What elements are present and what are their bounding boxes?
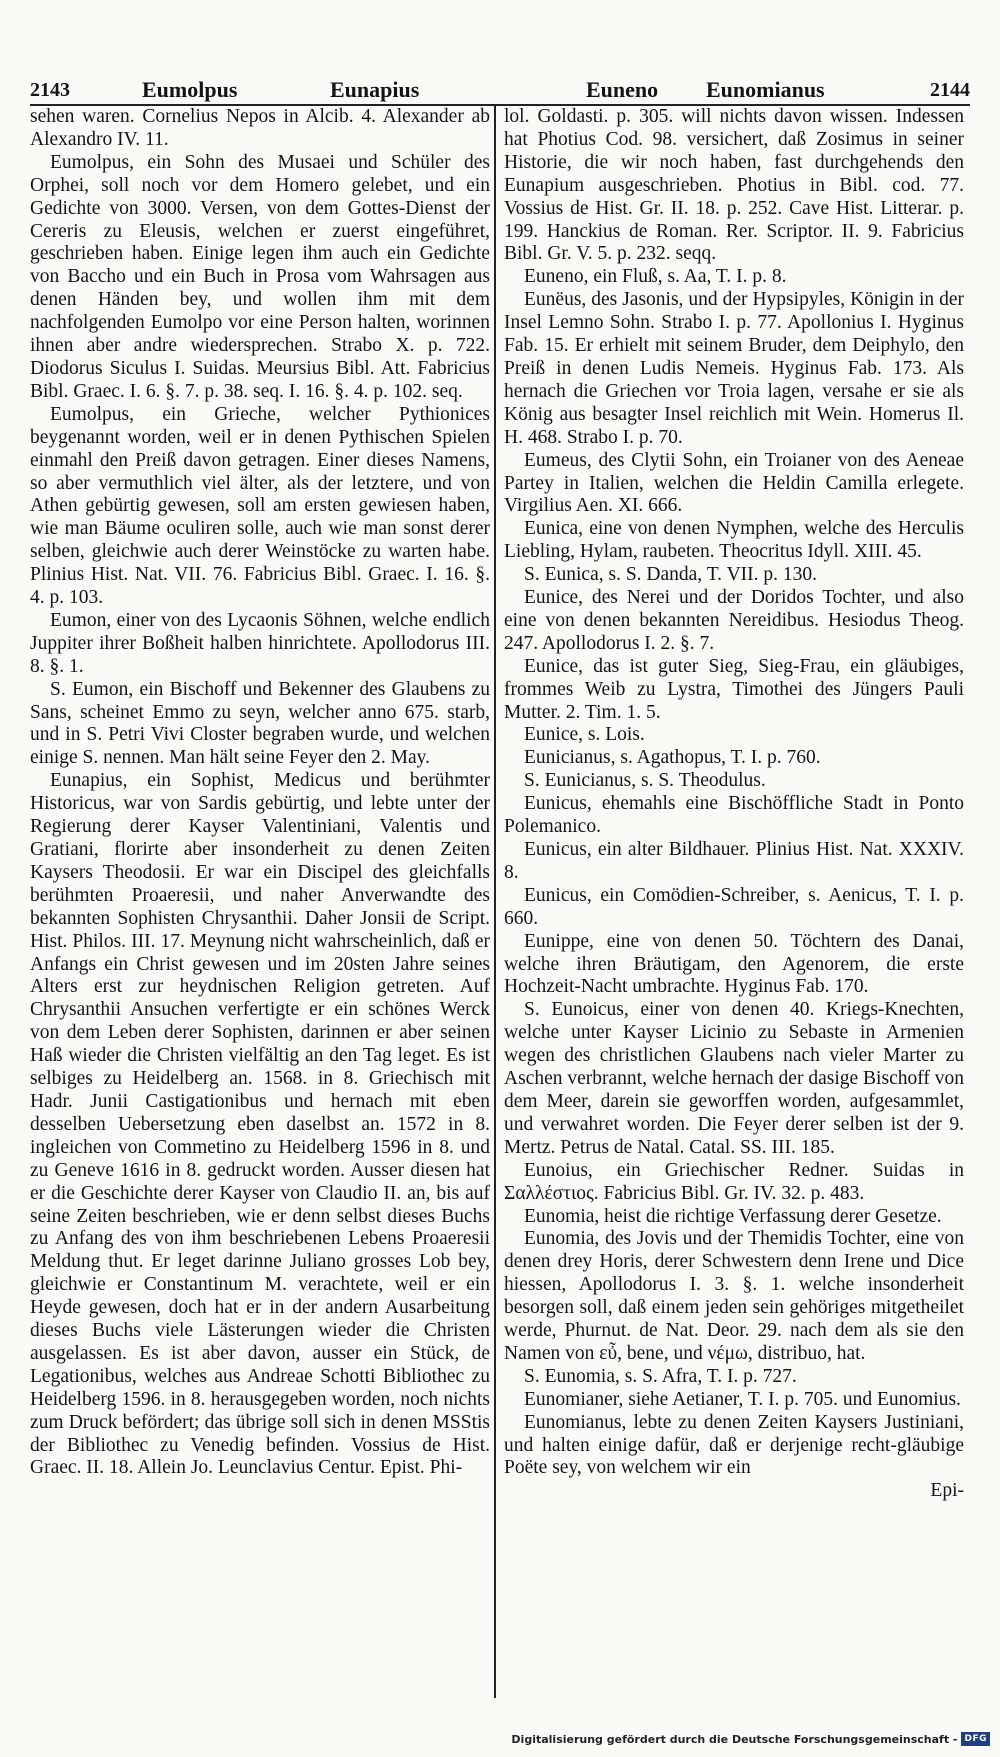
entry-s-eunomia: S. Eunomia, s. S. Afra, T. I. p. 727. [524,1365,797,1387]
entry-eunicus-stadt: Eunicus, ehemahls eine Bischöffliche Stadt in Ponto Polemanico. [504,793,964,838]
entry-eunice-lois: Eunice, s. Lois. [524,724,645,746]
entry-eunapius: Eunapius, ein Sophist, Medicus und berühmter Historicus, war von Sardis gebürtig, und lebte unter der Regierung derer Kayser Valentiniani, Valentis und Gratiani, florirte aber insonderheit zu denen Zeiten Kaysers Theodosii. Er war ein Discipel des gleichfalls berühmten Proaeresii, und naher Anverwandte des bekannten Sophisten Chrysanthii. Daher Jonsii de Script. Hist. Philos. III. 17. Meynung nicht wahrscheinlich, daß er Anfangs ein Christ gewesen und im 20sten Jahre seines Alters erst zur heydnischen Religion getreten. Auf Chrysanthii Ansuchen verfertigte er ein schönes Werck von dem Leben derer Sophisten, darinnen er aber seinen Haß wieder die Christen vielfältig an den Tag leget. Es ist selbiges zu Heidelberg an. 1568. in 8. Griechisch mit Hadr. Junii Castigationibus und hernach mit eben desselben Uebersetzung eben daselbst an. 1572 in 8. ingleichen von Commetino zu Heidelberg 1596 in 8. und zu Geneve 1616 in 8. gedruckt worden. Ausser diesen hat er die Geschichte derer Kayser von Claudio II. an, bis auf seine Zeiten beschrieben, wie er denn selbst dieses Buchs zu Anfang des von ihm beschriebenen Lebens Proaeresii Meldung thut. Er leget darinne Juliano grosses Lob bey, gleichwie er Constantinum M. verachtete, weil er ein Heyde gewesen, doch hat er in der andern Ausarbeitung dieses Buchs viele Lästerungen wieder die Christen ausgelassen. Es ist aber davon, ausser ein Stück, de Legationibus, welches aus Andreae Schotti Bibliothec zu Heidelberg 1596. in 8. herausgegeben worden, noch nichts zum Druck befördert; das übrige soll sich in denen MSStis der Bibliothec zu Venedig befinden. Vossius de Hist. Graec. II. 18. Allein Jo. Leunclavius Centur. Epist. Phi- [30,770,490,1479]
entry-eunomia-verfassung: Eunomia, heist die richtige Verfassung derer Gesetze. [524,1205,942,1227]
entry-eunice-nereid: Eunice, des Nerei und der Doridos Tochter, und also eine von denen bekannten Nereidibus. Hesiodus Theog. 247. Apollodorus I. 2. §. 7. [504,587,964,654]
right-column [504,106,964,1712]
entry-eunomia-horis: Eunomia, des Jovis und der Themidis Tochter, eine von denen drey Horis, derer Schwestern denn Irene und Dice hiessen, Apollodorus I. 3. §. 1. welche insonderheit besorgen soll, daß einem jeden sein gehöriges mitgetheilet werde, Phurnut. de Nat. Deor. 29. nach dem als sie den Namen von εὖ, bene, und νέμω, distribuo, hat. [504,1228,964,1364]
right-catchword-eunomianus: Eunomianus [706,77,825,102]
running-header [30,76,970,106]
left-catchword-eunapius: Eunapius [330,77,420,102]
entry-eunippe: Eunippe, eine von denen 50. Töchtern des Danai, welche ihren Bräutigam, den Agenorem, die erste Hochzeit-Nacht umbrachte. Hyginus Fab. 170. [504,930,964,998]
right-catchword-euneno: Euneno [586,77,659,102]
right-page-number: 2144 [930,79,970,101]
entry-eunice-lystra: Eunice, das ist guter Sieg, Sieg-Frau, ein gläubiges, frommes Weib zu Lystra, Timothei des Jüngers Pauli Mutter. 2. Tim. 1. 5. [504,655,964,723]
entry-eunicus-bildhauer: Eunicus, ein alter Bildhauer. Plinius Hist. Nat. XXXIV. 8. [504,839,964,883]
left-page-number: 2143 [30,79,70,101]
entry-euneus: Eunëus, des Jasonis, und der Hypsipyles, Königin in der Insel Lemno Sohn. Strabo I. p. 77. Apollonius I. Hyginus Fab. 15. Er erhielt mit seinem Bruder, dem Deiphylo, den Preiß in denen Ludis Nemeis. Hyginus Fab. 173. Als hernach die Griechen vor Troia lagen, versahe er sie als König aus besagter Insel reichlich mit Wein. Homerus Il. H. 468. Strabo I. p. 70. [504,289,964,448]
entry-eumolpus-pythionices: Eumolpus, ein Grieche, welcher Pythionices beygenannt worden, weil er in denen Pythischen Spielen einmahl den Preiß davon getragen. Einer dieses Namens, so aber vermuthlich viel älter, als der letztere, und von Athen gebürtig gewesen, soll am ersten gewiesen haben, wie man Bäume oculiren solle, auch wie man sonst derer selben, gleichwie auch derer Weinstöcke zu warten habe. Plinius Hist. Nat. VII. 76. Fabricius Bibl. Graec. I. 16. §. 4. p. 103. [30,403,490,609]
entry-euneno: Euneno, ein Fluß, s. Aa, T. I. p. 8. [524,266,787,288]
entry-s-eumon: S. Eumon, ein Bischoff und Bekenner des Glaubens zu Sans, scheinet Emmo zu seyn, welcher anno 675. starb, und in S. Petri Vivi Closter begraben wurde, und welchen einige S. nennen. Man hält seine Feyer den 2. May. [30,678,490,769]
left-column [30,106,490,1712]
dfg-logo: DFG [961,1732,990,1746]
entry-eunomianus: Eunomianus, lebte zu denen Zeiten Kaysers Justiniani, und halten einige dafür, daß er derjenige recht-gläubige Poëte sey, von welchem wir ein [504,1411,964,1479]
footer-credit-text: Digitalisierung gefördert durch die Deutsche Forschungsgemeinschaft - [511,1732,958,1746]
entry-s-eunicianus: S. Eunicianus, s. S. Theodulus. [524,770,766,792]
column-divider [494,106,496,1698]
catchword: Epi- [930,1480,964,1502]
entry-eunomianer: Eunomianer, siehe Aetianer, T. I. p. 705. und Eunomius. [524,1388,961,1410]
entry-s-eunoicus: S. Eunoicus, einer von denen 40. Kriegs-Knechten, welche unter Kayser Licinio zu Sebaste in Armenien wegen des christlichen Glaubens nach vieler Marter zu Aschen verbrannt, welche hernach der dasige Bischoff von dem Meer, darein sie geworffen worden, aufgesammlet, und verwahret worden. Die Feyer derer selben ist der 9. Mertz. Petrus de Natal. Catal. SS. III. 185. [504,999,964,1158]
entry-eunica-nymph: Eunica, eine von denen Nymphen, welche des Herculis Liebling, Hylam, raubeten. Theocritus Idyll. XIII. 45. [504,518,964,563]
entry-continuation-eunapius: lol. Goldasti. p. 305. will nichts davon wissen. Indessen hat Photius Cod. 98. versichert, daß Zosimus in seiner Historie, die wir noch haben, fast durchgehends den Eunapium ausgeschrieben. Photius in Bibl. cod. 77. Vossius de Hist. Gr. II. 18. p. 252. Cave Hist. Litterar. p. 199. Hanckius de Roman. Rer. Scriptor. II. 9. Fabricius Bibl. Gr. V. 5. p. 232. seqq. [504,106,964,265]
entry-eumon-lycaon: Eumon, einer von des Lycaonis Söhnen, welche endlich Juppiter ihrer Boßheit halben hinrichtete. Apollodorus III. 8. §. 1. [30,609,490,677]
digitization-footer [511,1731,990,1747]
entry-eunicus-comoedien: Eunicus, ein Comödien-Schreiber, s. Aenicus, T. I. p. 660. [504,884,964,929]
entry-eunicianus: Eunicianus, s. Agathopus, T. I. p. 760. [524,747,821,769]
entry-eumeus: Eumeus, des Clytii Sohn, ein Troianer von des Aeneae Partey in Italien, welchen die Heldin Camilla erlegete. Virgilius Aen. XI. 666. [504,449,964,517]
entry-eunoius: Eunoius, ein Griechischer Redner. Suidas in Σαλλέστιος. Fabricius Bibl. Gr. IV. 32. p. 483. [504,1159,964,1204]
entry-s-eunica: S. Eunica, s. S. Danda, T. VII. p. 130. [524,564,818,586]
entry-eumolpus-musaei: Eumolpus, ein Sohn des Musaei und Schüler des Orphei, soll noch vor dem Homero gelebet, und ein Gedichte von 3000. Versen, von dem Gottes-Dienst der Cereris zu Eleusis, welchen er zuerst eingeführet, geschrieben haben. Einige legen ihm auch ein Gedichte von Baccho und ein Buch in Prosa vom Wahrsagen aus denen Händen bey, und wollen ihm mit dem nachfolgenden Eumolpo vor eine Person halten, worinnen ihnen aber andre wiedersprechen. Strabo X. p. 722. Diodorus Siculus I. Suidas. Meursius Bibl. Att. Fabricius Bibl. Graec. I. 6. §. 7. p. 38. seq. I. 16. §. 4. p. 102. seq. [30,151,490,402]
entry-continuation-alcibiades: sehen waren. Cornelius Nepos in Alcib. 4. Alexander ab Alexandro IV. 11. [30,106,490,150]
left-catchword-eumolpus: Eumolpus [142,77,238,102]
